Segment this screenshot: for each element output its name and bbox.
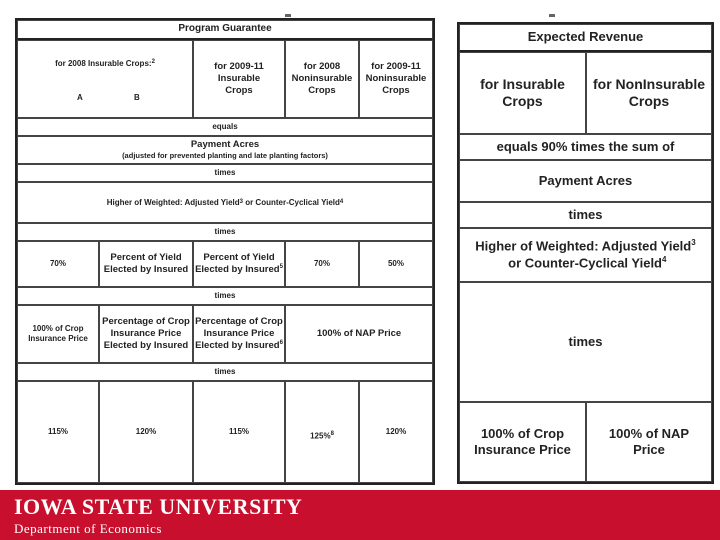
yield-pct-1: 70% <box>17 241 99 287</box>
program-guarantee-header: Program Guarantee <box>17 20 433 40</box>
times-row-1: times <box>17 164 433 182</box>
bottom-4 <box>285 381 359 483</box>
col-2008-insurable-sup: 2 <box>151 59 155 65</box>
yield-pct-3-sup: 5 <box>279 263 283 270</box>
right-yield-text-a: Higher of Weighted: Adjusted Yield <box>475 238 692 254</box>
col-2009-insurable: for 2009-11 Insurable Crops <box>193 40 285 118</box>
times-row-2: times <box>17 223 433 241</box>
yield-text-b: or Counter-Cyclical Yield <box>242 197 340 207</box>
yield-sup-1: 3 <box>239 198 243 205</box>
bottom-1: 115% <box>17 381 99 483</box>
price-1: 100% of Crop Insurance Price <box>17 305 99 363</box>
yield-pct-4: 70% <box>285 241 359 287</box>
yield-pct-3 <box>193 241 285 287</box>
bottom-2: 120% <box>99 381 193 483</box>
right-payment-acres-row: Payment Acres <box>459 160 712 202</box>
times-row-4: times <box>17 363 433 381</box>
bottom-5: 120% <box>359 381 433 483</box>
expected-revenue-table <box>457 22 714 484</box>
right-price-nap: 100% of NAP Price <box>586 402 712 482</box>
times-row-3: times <box>17 287 433 305</box>
right-yield-row <box>459 228 712 282</box>
yield-row <box>17 182 433 223</box>
expected-revenue-header: Expected Revenue <box>459 24 712 52</box>
right-yield-text-b: or Counter-Cyclical Yield <box>504 255 663 271</box>
right-col-noninsurable: for NonInsurable Crops <box>586 52 712 134</box>
payment-acres-note: (adjusted for prevented planting and late planting factors) <box>122 151 328 161</box>
yield-pct-2: Percent of Yield Elected by Insured <box>99 241 193 287</box>
price-3 <box>193 305 285 363</box>
price-3-sup: 6 <box>279 339 283 346</box>
equals-90-row: equals 90% times the sum of <box>459 134 712 160</box>
scan-mark <box>549 14 555 17</box>
right-col-insurable: for Insurable Crops <box>459 52 586 134</box>
yield-sup-2: 4 <box>339 198 344 205</box>
bottom-4-sup: 8 <box>330 430 334 437</box>
col-2008-insurable-text: for 2008 Insurable Crops: <box>55 59 152 68</box>
col-2009-noninsurable: for 2009-11 Noninsurable Crops <box>359 40 433 118</box>
program-guarantee-table <box>15 18 435 485</box>
scan-mark <box>285 14 291 17</box>
col-2008-noninsurable: for 2008 Noninsurable Crops <box>285 40 359 118</box>
right-yield-sup-1: 3 <box>691 238 696 248</box>
bottom-4-text: 125% <box>310 431 331 441</box>
price-45: 100% of NAP Price <box>285 305 433 363</box>
yield-pct-3-text: Percent of Yield Elected by Insured <box>195 252 280 276</box>
price-3-text: Percentage of Crop Insurance Price Elected by Insured <box>195 316 283 352</box>
equals-row: equals <box>17 118 433 136</box>
payment-acres-row <box>17 136 433 164</box>
col-2008-insurable <box>17 40 193 118</box>
payment-acres-label: Payment Acres <box>190 139 260 151</box>
right-yield-sup-2: 4 <box>662 255 667 264</box>
right-price-crop: 100% of Crop Insurance Price <box>459 402 586 482</box>
sub-label-a: A <box>77 93 83 102</box>
right-times-row-2: times <box>459 282 712 402</box>
department-label: Department of Economics <box>14 521 162 536</box>
yield-pct-5: 50% <box>359 241 433 287</box>
bottom-3: 115% <box>193 381 285 483</box>
right-times-row-1: times <box>459 202 712 228</box>
yield-text-a: Higher of Weighted: Adjusted Yield <box>106 197 240 207</box>
university-wordmark: IOWA STATE UNIVERSITY <box>14 494 303 519</box>
sub-label-b: B <box>134 93 140 102</box>
price-2: Percentage of Crop Insurance Price Elected by Insured <box>99 305 193 363</box>
